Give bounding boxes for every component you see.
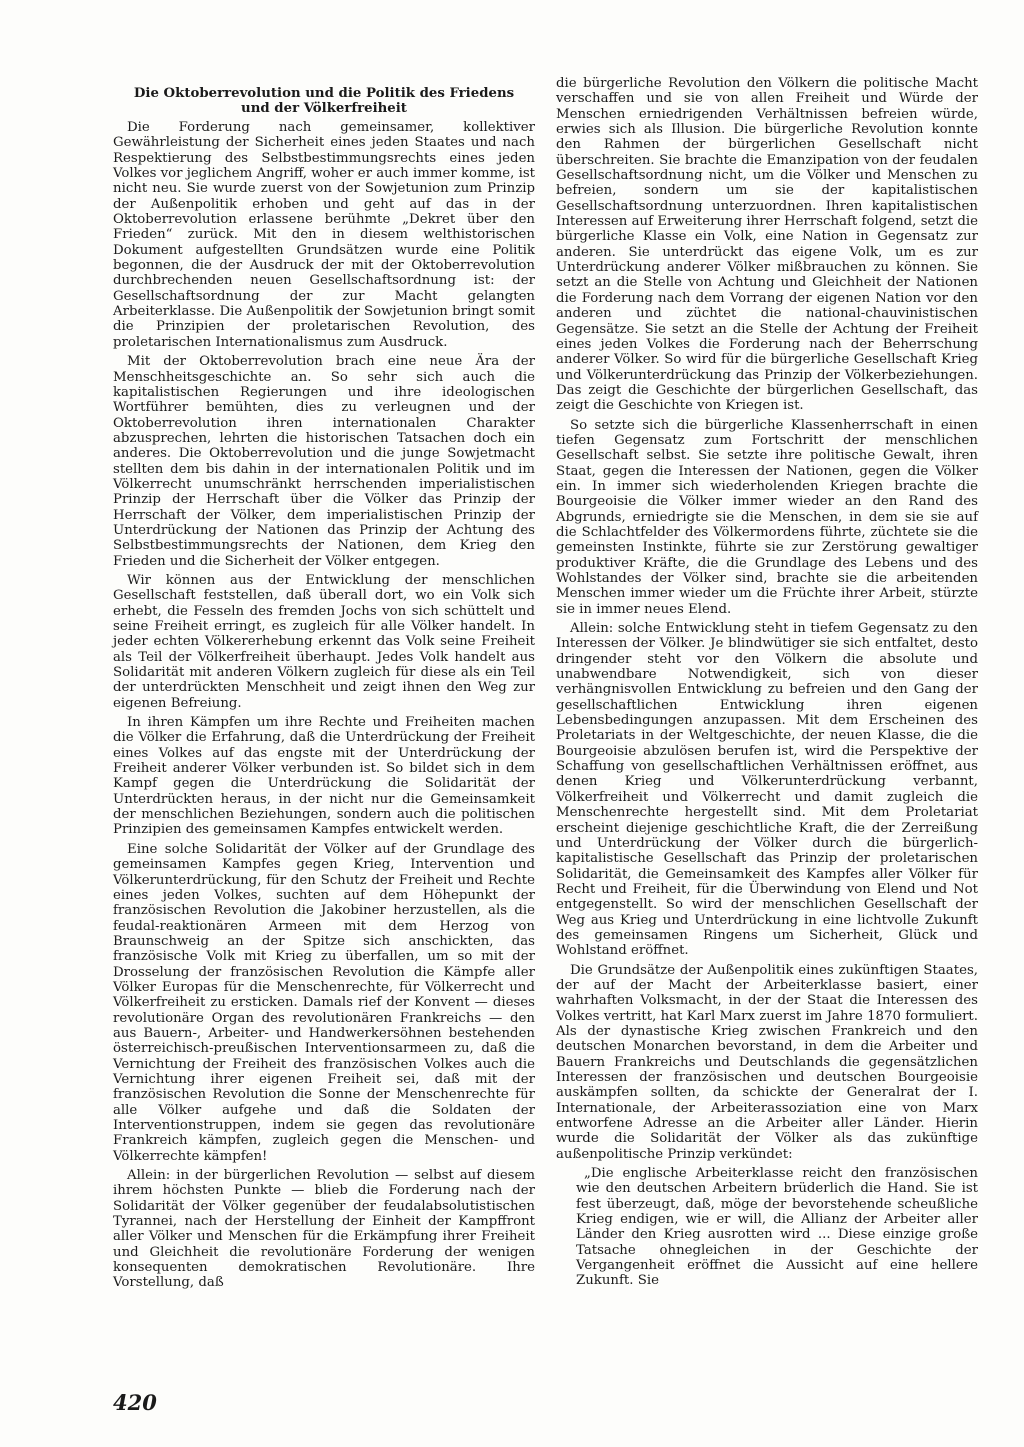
page-number: 420 [113,1390,157,1415]
right-column [556,76,978,1293]
article-heading-line-2: und der Völkerfreiheit [241,101,407,116]
article-heading-line-1: Die Oktoberrevolution und die Politik des Friedens [133,86,515,101]
paragraph: Allein: solche Entwicklung steht in tiefem Gegensatz zu den Interessen der Völker. Je blindwütiger sie sich entfaltet, desto dringender steht vor den Völkern die absolute und unabwendbare Notwendigkeit, sich von dieser verhängnisvollen Entwicklung zu befreien und den Gang der gesellschaftlichen Entwicklung ihren eigenen Lebensbedingungen anzupassen. Mit dem Erscheinen des Proletariats in der Weltgeschichte, der neuen Klasse, die die Bourgeoisie abzulösen berufen ist, wird die Perspektive der Schaffung von gesellschaftlichen Verhältnissen eröffnet, aus denen Krieg und Völkerunterdrückung verbannt, Völkerfreiheit und Völkerrecht und damit zugleich die Menschenrechte hergestellt sind. Mit dem Proletariat erscheint diejenige geschichtliche Kraft, die der Zerreißung und Unterdrückung der Völker durch die bürgerlich-kapitalistische Gesellschaft das Prinzip der proletarischen Solidarität, die Gemeinsamkeit des Kampfes aller Völker für Recht und Freiheit, für die Überwindung von Elend und Not entgegenstellt. So wird der menschlichen Gesellschaft der Weg aus Krieg und Unterdrückung in eine lichtvolle Zukunft des gemeinsamen Ringens um Sicherheit, Glück und Wohlstand eröffnet. [556,621,978,959]
paragraph: Die Forderung nach gemeinsamer, kollektiver Gewährleistung der Sicherheit eines jeden Staates und nach Respektierung des Selbstbestimmungsrechts eines jeden Volkes vor jeglichem Angriff, woher er auch immer komme, ist nicht neu. Sie wurde zuerst von der Sowjetunion zum Prinzip der Außenpolitik erhoben und geht auf das in der Oktoberrevolution erlassene berühmte „Dekret über den Frieden“ zurück. Mit den in diesem welthistorischen Dokument aufgestellten Grundsätzen wurde eine Politik begonnen, die der Ausdruck der mit der Oktoberrevolution durchbrechenden neuen Gesellschaftsordnung ist: der Gesellschaftsordnung der zur Macht gelangten Arbeiterklasse. Die Außenpolitik der Sowjetunion bringt somit die Prinzipien der proletarischen Revolution, des proletarischen Internationalismus zum Ausdruck. [113,120,535,350]
paragraph: So setzte sich die bürgerliche Klassenherrschaft in einen tiefen Gegensatz zum Fortschritt der menschlichen Gesellschaft selbst. Sie setzte ihre politische Gewalt, ihren Staat, gegen die Interessen der Nationen, gegen die Völker ein. In immer sich wiederholenden Kriegen brachte die Bourgeoisie die Völker immer wieder an den Rand des Abgrunds, erniedrigte sie die Menschen, in dem sie sie auf die Schlachtfelder des Völkermordens führte, züchtete sie die gemeinsten Instinkte, führte sie zur Zerstörung gewaltiger produktiver Kräfte, die die Grundlage des Lebens und des Wohlstandes der Völker sind, brachte sie die arbeitenden Menschen immer wieder um die Früchte ihrer Arbeit, stürzte sie in immer neues Elend. [556,417,978,617]
block-quote: „Die englische Arbeiterklasse reicht den französischen wie den deutschen Arbeitern brüderlich die Hand. Sie ist fest überzeugt, daß, möge der bevorstehende scheußliche Krieg endigen, wie er will, die Allianz der Arbeiter aller Länder den Krieg ausrotten wird ... Diese einzige große Tatsache ohnegleichen in der Geschichte der Vergangenheit eröffnet die Aussicht auf eine hellere Zukunft. Sie [576,1166,978,1289]
paragraph: Mit der Oktoberrevolution brach eine neue Ära der Menschheitsgeschichte an. So sehr sich auch die kapitalistischen Regierungen und ihre ideologischen Wortführer bemühten, dies zu verleugnen und der Oktoberrevolution ihren internationalen Charakter abzusprechen, lehrten die historischen Tatsachen doch ein anderes. Die Oktoberrevolution und die junge Sowjetmacht stellten dem bis dahin in der internationalen Politik und im Völkerrecht unumschränkt herrschenden imperialistischen Prinzip der Herrschaft über die Völker das Prinzip der Herrschaft der Völker, dem imperialistischen Prinzip der Unterdrückung der Nationen das Prinzip der Achtung des Selbstbestimmungsrechts der Nationen, dem Krieg den Frieden und die Sicherheit der Völker entgegen. [113,354,535,569]
paragraph: Eine solche Solidarität der Völker auf der Grundlage des gemeinsamen Kampfes gegen Krieg, Intervention und Völkerunterdrückung, für den Schutz der Freiheit und Rechte eines jeden Volkes, suchten auf dem Höhepunkt der französischen Revolution die Jakobiner herzustellen, als die feudal-reaktionären Armeen mit dem Herzog von Braunschweig an der Spitze sich anschickten, das französische Volk mit Krieg zu überfallen, um so mit der Drosselung der französischen Revolution die Kämpfe aller Völker Europas für die Menschenrechte, für Völkerrecht und Völkerfreiheit zu ersticken. Damals rief der Konvent — dieses revolutionäre Organ des revolutionären Frankreichs — den aus Bauern-, Arbeiter- und Handwerkersöhnen bestehenden österreichisch-preußischen Interventionsarmeen zu, daß die Vernichtung der Freiheit des französischen Volkes auch die Vernichtung ihrer eigenen Freiheit sei, daß mit der französischen Revolution die Sonne der Menschenrechte für alle Völker aufgehe und daß die Soldaten der Interventionstruppen, indem sie gegen das revolutionäre Frankreich kämpfen, zugleich gegen die Menschen- und Völkerrechte kämpfen! [113,841,535,1164]
paragraph: Die Grundsätze der Außenpolitik eines zukünftigen Staates, der auf der Macht der Arbeiterklasse basiert, einer wahrhaften Volksmacht, in der der Staat die Interessen des Volkes vertritt, hat Karl Marx zuerst im Jahre 1870 formuliert. Als der dynastische Krieg zwischen Frankreich und den deutschen Monarchen bevorstand, in dem die Arbeiter und Bauern Frankreichs und Deutschlands die gegensätzlichen Interessen der französischen und deutschen Bourgeoisie auskämpfen sollten, da schickte der Generalrat der I. Internationale, der Arbeiterassoziation eine von Marx entworfene Adresse an die Arbeiter aller Länder. Hierin wurde die Solidarität der Völker als das zukünftige außenpolitische Prinzip verkündet: [556,962,978,1162]
paragraph-continued: die bürgerliche Revolution den Völkern die politische Macht verschaffen und sie von allen Freiheit und Würde der Menschen erniedrigenden Verhältnissen befreien würde, erwies sich als Illusion. Die bürgerliche Revolution konnte den Rahmen der bürgerlichen Gesellschaft nicht überschreiten. Sie brachte die Emanzipation von der feudalen Gesellschaftsordnung nicht, um die Völker und Menschen zu befreien, sondern um sie der kapitalistischen Gesellschaftsordnung unterzuordnen. Ihren kapitalistischen Interessen auf Erweiterung ihrer Herrschaft folgend, setzt die bürgerliche Klasse ein Volk, eine Nation in Gegensatz zur anderen. Sie unterdrückt das eigene Volk, um es zur Unterdrückung anderer Völker mißbrauchen zu können. Sie setzt an die Stelle von Achtung und Gleichheit der Nationen die Forderung nach dem Vorrang der eigenen Nation vor den anderen und züchtet die national-chauvinistischen Gegensätze. Sie setzt an die Stelle der Achtung der Freiheit eines jeden Volkes die Forderung nach der Beherrschung anderer Völker. So wird für die bürgerliche Gesellschaft Krieg und Völkerunterdrückung das Prinzip der Völkerbeziehungen. Das zeigt die Geschichte der bürgerlichen Gesellschaft, das zeigt die Geschichte von Kriegen ist. [556,76,978,414]
left-column [113,76,535,1295]
paragraph: Wir können aus der Entwicklung der menschlichen Gesellschaft feststellen, daß überall dort, wo ein Volk sich erhebt, die Fesseln des fremden Jochs von sich schüttelt und seine Freiheit erringt, es zugleich für alle Völker handelt. In jeder echten Völkererhebung erkennt das Volk seine Freiheit als Teil der Völkerfreiheit überhaupt. Jedes Volk handelt aus Solidarität mit anderen Völkern zugleich für diese als ein Teil der unterdrückten Menschheit und zeigt ihnen den Weg zur eigenen Befreiung. [113,572,535,711]
paragraph: Allein: in der bürgerlichen Revolution — selbst auf diesem ihrem höchsten Punkte — blieb die Forderung nach der Solidarität der Völker gegenüber der feudalabsolutistischen Tyrannei, nach der Herstellung der Einheit der Kampffront aller Völker und Menschen für die Erkämpfung ihrer Freiheit und Gleichheit die revolutionäre Forderung der wenigen konsequenten demokratischen Revolutionäre. Ihre Vorstellung, daß [113,1168,535,1291]
article-heading [113,86,535,116]
paragraph: In ihren Kämpfen um ihre Rechte und Freiheiten machen die Völker die Erfahrung, daß die Unterdrückung der Freiheit eines Volkes auf das engste mit der Unterdrückung der Freiheit anderer Völker verbunden ist. So bildet sich in dem Kampf gegen die Unterdrückung die Solidarität der Unterdrückten heraus, in der nicht nur die Gemeinsamkeit der menschlichen Beziehungen, sondern auch die politischen Prinzipien des gemeinsamen Kampfes entwickelt werden. [113,715,535,838]
